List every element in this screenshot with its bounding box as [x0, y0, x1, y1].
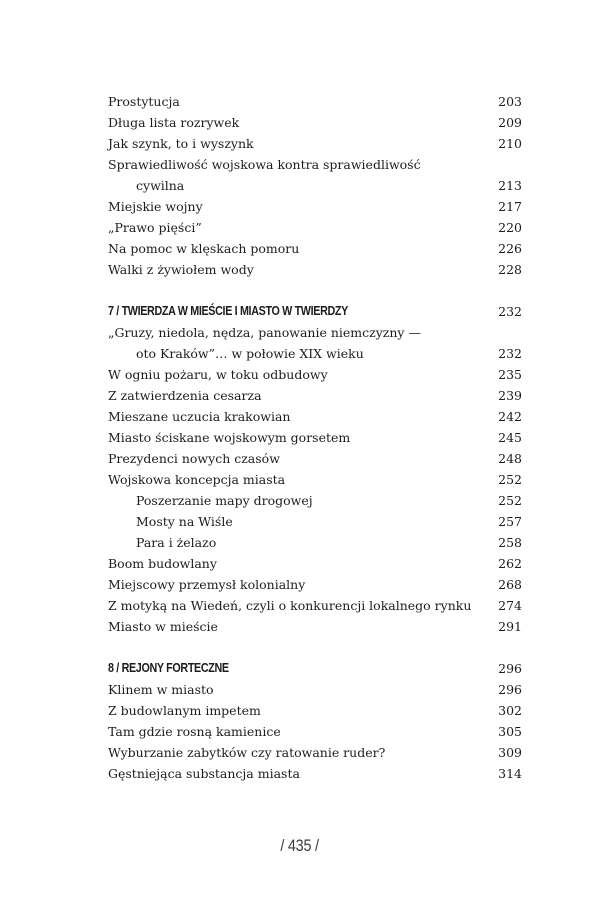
toc-entry-page: 291	[498, 619, 522, 634]
toc-entry	[108, 616, 522, 637]
toc-entry	[108, 511, 522, 532]
toc-entry-title: Mosty na Wiśle	[136, 514, 233, 529]
toc-entry-title: Z zatwierdzenia cesarza	[108, 388, 262, 403]
toc-entry-title: „Gruzy, niedola, nędza, panowanie niemczyzny —	[108, 325, 421, 340]
toc-entry-title: Długa lista rozrywek	[108, 115, 240, 130]
toc-entry-page: 245	[498, 430, 522, 445]
toc-entry	[108, 364, 522, 385]
toc-entry-page: 220	[498, 220, 522, 235]
toc-entry	[108, 532, 522, 553]
toc-entry-title: Mieszane uczucia krakowian	[108, 409, 291, 424]
toc-entry	[108, 238, 522, 259]
toc-entry-page: 213	[498, 178, 522, 193]
toc-entry-title: Z budowlanym impetem	[108, 703, 261, 718]
toc-entry	[108, 196, 522, 217]
toc-entry-page: 257	[498, 514, 522, 529]
toc-entry-title: Miasto w mieście	[108, 619, 218, 634]
toc-entry-page: 242	[498, 409, 522, 424]
toc-entry	[108, 574, 522, 595]
toc-entry	[108, 91, 522, 112]
toc-entry-title: Poszerzanie mapy drogowej	[136, 493, 313, 508]
chapter-heading	[108, 658, 522, 679]
toc-entry-title: Prostytucja	[108, 94, 180, 109]
toc-entry-title: cywilna	[136, 178, 185, 193]
toc-entry-title: Miejskie wojny	[108, 199, 203, 214]
toc-entry-title: Na pomoc w klęskach pomoru	[108, 241, 300, 256]
toc-entry-title: Miejscowy przemysł kolonialny	[108, 577, 306, 592]
toc-entry-title: Z motyką na Wiedeń, czyli o konkurencji lokalnego rynku	[108, 598, 472, 613]
toc-entry	[108, 154, 522, 175]
toc-entry-title: Miasto ściskane wojskowym gorsetem	[108, 430, 351, 445]
toc-entry-page: 314	[498, 766, 522, 781]
toc-entry-page: 232	[498, 304, 522, 319]
toc-entry	[108, 427, 522, 448]
toc-entry-page: 296	[498, 682, 522, 697]
toc-entry-title: oto Kraków”… w połowie XIX wieku	[136, 346, 364, 361]
toc-entry	[108, 595, 522, 616]
toc-entry	[108, 112, 522, 133]
toc-entry-title: 8 / REJONY FORTECZNE	[108, 661, 229, 675]
toc-entry-page: 239	[498, 388, 522, 403]
toc-entry-page: 232	[498, 346, 522, 361]
toc-entry	[108, 490, 522, 511]
toc-entry-title: Jak szynk, to i wyszynk	[108, 136, 254, 151]
toc-entry-title: Walki z żywiołem wody	[108, 262, 254, 277]
table-of-contents	[108, 91, 522, 784]
toc-entry-title: Boom budowlany	[108, 556, 217, 571]
toc-entry-page: 309	[498, 745, 522, 760]
toc-entry-page: 296	[498, 661, 522, 676]
toc-entry-page: 262	[498, 556, 522, 571]
page-number: / 435 /	[280, 836, 319, 855]
toc-entry-title: W ogniu pożaru, w toku odbudowy	[108, 367, 328, 382]
toc-entry	[108, 259, 522, 280]
toc-entry	[108, 343, 522, 364]
toc-entry	[108, 406, 522, 427]
toc-entry-title: Prezydenci nowych czasów	[108, 451, 280, 466]
chapter-heading	[108, 301, 522, 322]
toc-entry-page: 235	[498, 367, 522, 382]
toc-entry	[108, 721, 522, 742]
toc-entry-page: 268	[498, 577, 522, 592]
toc-entry-page: 252	[498, 493, 522, 508]
toc-entry-page: 274	[498, 598, 522, 613]
toc-entry	[108, 700, 522, 721]
toc-entry	[108, 469, 522, 490]
toc-entry-page: 248	[498, 451, 522, 466]
toc-entry-title: Para i żelazo	[136, 535, 217, 550]
toc-entry-page: 302	[498, 703, 522, 718]
toc-entry	[108, 448, 522, 469]
toc-entry-page: 209	[498, 115, 522, 130]
toc-entry	[108, 553, 522, 574]
toc-entry-page: 252	[498, 472, 522, 487]
toc-entry	[108, 217, 522, 238]
toc-entry-page: 228	[498, 262, 522, 277]
toc-entry-page: 217	[498, 199, 522, 214]
toc-entry-page: 258	[498, 535, 522, 550]
toc-entry	[108, 763, 522, 784]
toc-entry	[108, 679, 522, 700]
toc-entry-page: 203	[498, 94, 522, 109]
toc-entry-title: „Prawo pięści”	[108, 220, 202, 235]
toc-entry	[108, 322, 522, 343]
toc-entry-title: 7 / TWIERDZA W MIEŚCIE I MIASTO W TWIERDZY	[108, 304, 348, 318]
toc-entry	[108, 742, 522, 763]
toc-entry-page: 210	[498, 136, 522, 151]
toc-entry-title: Wojskowa koncepcja miasta	[108, 472, 286, 487]
toc-entry-title: Gęstniejąca substancja miasta	[108, 766, 300, 781]
toc-entry	[108, 175, 522, 196]
toc-entry	[108, 133, 522, 154]
toc-entry-title: Wyburzanie zabytków czy ratowanie ruder?	[108, 745, 386, 760]
toc-entry-page: 305	[498, 724, 522, 739]
toc-entry-title: Klinem w miasto	[108, 682, 214, 697]
toc-entry-title: Tam gdzie rosną kamienice	[108, 724, 281, 739]
toc-entry-title: Sprawiedliwość wojskowa kontra sprawiedliwość	[108, 157, 421, 172]
toc-entry	[108, 385, 522, 406]
toc-entry-page: 226	[498, 241, 522, 256]
